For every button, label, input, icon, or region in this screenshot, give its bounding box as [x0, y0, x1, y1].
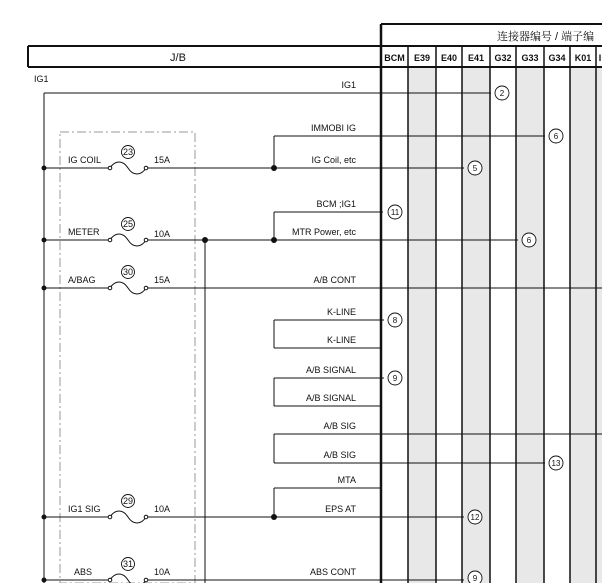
column-header-e40: E40: [440, 53, 458, 63]
pin-number-6: 6: [526, 236, 532, 245]
column-header-k01: K01: [574, 53, 592, 63]
fuse-rating-10a: 10A: [154, 504, 171, 514]
fuse-rating-15a: 15A: [154, 155, 171, 165]
fuse-name-meter: METER: [68, 227, 100, 237]
power-source-label: IG1: [34, 74, 49, 84]
circuit-label-ab-sig: A/B SIG: [323, 450, 356, 460]
fuse-number-30: 30: [122, 267, 134, 277]
connector-column-headers: [384, 53, 601, 63]
circuit-label-mta: MTA: [337, 475, 356, 485]
pin-number-9: 9: [392, 374, 398, 383]
column-header-g33: G33: [521, 53, 539, 63]
fuse-number-25: 25: [122, 219, 134, 229]
circuit-label-ig-coil-etc: IG Coil, etc: [311, 155, 356, 165]
circuit-label-ab-signal: A/B SIGNAL: [305, 393, 356, 403]
pin-number-13: 13: [551, 459, 561, 468]
circuit-label-abs-cont: ABS CONT: [309, 567, 356, 577]
circuit-label-k-line: K-LINE: [326, 335, 356, 345]
column-header-e41: E41: [467, 53, 485, 63]
fuse-labels: [68, 147, 170, 577]
fuse-name-ig-coil: IG COIL: [68, 155, 102, 165]
header-frame: [28, 24, 602, 583]
fuse-30-symbol: [110, 282, 146, 294]
fuse-number-23: 23: [122, 147, 134, 157]
circuit-label-mtr-power: MTR Power, etc: [291, 227, 356, 237]
circuit-label-k-line: K-LINE: [326, 307, 356, 317]
pin-number-2: 2: [499, 89, 505, 98]
pin-number-6: 6: [553, 132, 559, 141]
pin-number-11: 11: [390, 208, 400, 217]
fuse-rating-10a: 10A: [154, 567, 171, 577]
pin-number-8: 8: [392, 316, 398, 325]
fuse-29-symbol: [110, 511, 146, 523]
connector-header-title: 连接器编号 / 端子编: [497, 31, 595, 43]
fuse-number-circles: [122, 146, 135, 571]
circuit-label-ig1: IG1: [341, 80, 356, 90]
pin-number-5: 5: [472, 164, 478, 173]
column-header-e39: E39: [413, 53, 431, 63]
fuse-name-abs: ABS: [74, 567, 93, 577]
fuse-23-symbol: [110, 162, 146, 174]
fuse-number-31: 31: [122, 559, 134, 569]
circuit-label-ab-sig: A/B SIG: [323, 421, 356, 431]
column-header-g34: G34: [548, 53, 566, 63]
fuse-rating-15a: 15A: [154, 275, 171, 285]
fuse-number-29: 29: [122, 496, 134, 506]
column-header-i: I: [598, 53, 602, 63]
fuse-box-outline: [60, 132, 195, 583]
circuit-label-eps-at: EPS AT: [325, 504, 356, 514]
circuit-label-ab-signal: A/B SIGNAL: [305, 365, 356, 375]
column-header-g32: G32: [494, 53, 512, 63]
circuit-labels: [292, 80, 357, 577]
jb-title: J/B: [170, 52, 186, 64]
fuse-name-ig1-sig: IG1 SIG: [68, 504, 101, 514]
circuit-label-ab-cont: A/B CONT: [313, 275, 356, 285]
fuse-25-symbol: [110, 234, 146, 246]
pin-number-9: 9: [472, 574, 478, 583]
circuit-label-bcm-ig1: BCM ;IG1: [316, 199, 356, 209]
column-shading: [408, 67, 602, 583]
column-header-bcm: BCM: [384, 53, 405, 63]
circuit-label-immobi-ig: IMMOBI IG: [311, 123, 356, 133]
fuse-31-symbol: [110, 574, 146, 583]
fuse-name-abag: A/BAG: [68, 275, 96, 285]
pin-number-12: 12: [470, 513, 480, 522]
fuse-rating-10a: 10A: [154, 229, 171, 239]
